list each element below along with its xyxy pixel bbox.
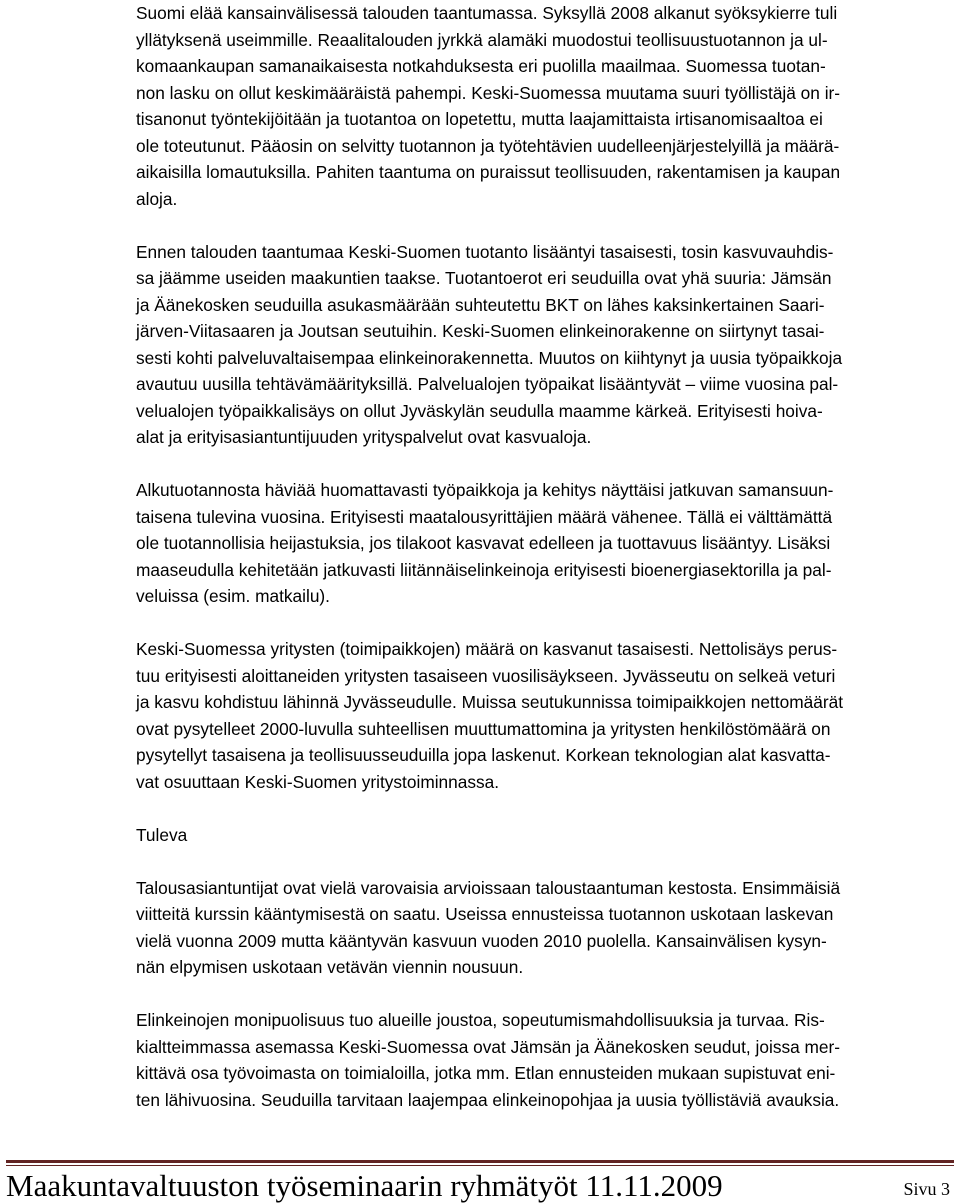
text-line: vielä vuonna 2009 mutta kääntyvän kasvuun vuoden 2010 puolella. Kansainvälisen kysyn- <box>136 930 827 951</box>
text-line: taisena tulevina vuosina. Erityisesti maatalousyrittäjien määrä vähenee. Tällä ei välttämättä <box>136 506 833 527</box>
text-line: ole tuotannollisia heijastuksia, jos tilakoot kasvavat edelleen ja tuottavuus lisääntyy. Lisäksi <box>136 533 831 553</box>
text-line: ja Äänekosken seuduilla asukasmäärään suhteutettu BKT on lähes kaksinkertainen Saari- <box>136 294 825 315</box>
text-line: nän elpymisen uskotaan vetävän viennin nousuun. <box>136 957 524 977</box>
paragraph-production-growth <box>136 239 946 451</box>
text-line: ole toteutunut. Pääosin on selvitty tuotannon ja työtehtävien uudelleenjärjestelyillä ja määrä- <box>136 135 840 156</box>
text-line: järven-Viitasaaren ja Joutsan seutuihin. Keski-Suomen elinkeinorakenne on siirtynyt tasai- <box>136 321 825 341</box>
text-line: Alkutuotannosta häviää huomattavasti työpaikkoja ja kehitys näyttäisi jatkuvan samansuun- <box>136 480 834 500</box>
text-line: maaseudulla kehitetään jatkuvasti liitännäiselinkeinoja erityisesti bioenergiasektorilla ja pal- <box>136 559 832 580</box>
text-line: aloja. <box>136 188 178 209</box>
text-line: ja kasvu kohdistuu lähinnä Jyvässeudulle. Muissa seutukunnissa toimipaikkojen nettomäärät <box>136 692 844 712</box>
text-line: alat ja erityisasiantuntijuuden yrityspalvelut ovat kasvualoja. <box>136 427 592 447</box>
text-line: kialtteimmassa asemassa Keski-Suomessa ovat Jämsän ja Äänekosken seudut, joissa mer- <box>136 1036 841 1057</box>
text-line: vat osuuttaan Keski-Suomen yritystoiminnassa. <box>136 771 500 792</box>
text-line: Suomi elää kansainvälisessä talouden taantumassa. Syksyllä 2008 alkanut syöksykierre tuli <box>136 3 838 23</box>
text-line: Elinkeinojen monipuolisuus tuo alueille joustoa, sopeutumismahdollisuuksia ja turvaa. Ris- <box>136 1010 825 1030</box>
text-line: non lasku on ollut keskimääräistä pahempi. Keski-Suomessa muutama suuri työllistäjä on ir- <box>136 82 841 103</box>
text-line: avautuu uusilla tehtävämäärityksillä. Palvelualojen työpaikat lisääntyvät – viime vuosina pal- <box>136 374 839 394</box>
text-line: ovat pysytelleet 2000-luvulla suhteellisen muuttumattomina ja yritysten henkilöstömäärä on <box>136 718 831 739</box>
footer-title: Maakuntavaltuuston työseminaarin ryhmätyöt 11.11.2009 <box>6 1168 723 1203</box>
paragraph-primary-production <box>136 477 946 610</box>
footer-rule <box>6 1160 954 1163</box>
text-line: yllätyksenä useimmille. Reaalitalouden jyrkkä alamäki muodostui teollisuustuotannon ja ul- <box>136 29 828 50</box>
page-number: Sivu 3 <box>903 1179 950 1199</box>
text-line: viitteitä kurssin kääntymisestä on saatu. Useissa ennusteissa tuotannon uskotaan laskevan <box>136 904 834 924</box>
text-line: velualojen työpaikkalisäys on ollut Jyväskylän seudulla maamme kärkeä. Erityisesti hoiva- <box>136 400 823 421</box>
text-line: komaankaupan samanaikaisesta notkahduksesta eri puolilla maailmaa. Suomessa tuotan- <box>136 56 826 76</box>
footer-rule-secondary <box>6 1165 954 1166</box>
section-heading-text: Tuleva <box>136 824 188 845</box>
text-line: Keski-Suomessa yritysten (toimipaikkojen) määrä on kasvanut tasaisesti. Nettolisäys perus- <box>136 639 838 659</box>
text-line: sa jäämme useiden maakuntien taakse. Tuotantoerot eri seuduilla ovat yhä suuria: Jämsän <box>136 268 832 288</box>
text-line: sesti kohti palveluvaltaisempaa elinkeinorakennetta. Muutos on kiihtynyt ja uusia työpaikkoja <box>136 347 843 368</box>
text-line: kittävä osa työvoimasta on toimialoilla, jotka mm. Etlan ennusteiden mukaan supistuvat eni- <box>136 1063 836 1083</box>
paragraph-economic-downturn <box>136 0 946 212</box>
text-line: pysytellyt tasaisena ja teollisuusseuduilla jopa laskenut. Korkean teknologian alat kasvatta- <box>136 745 831 765</box>
text-line: Ennen talouden taantumaa Keski-Suomen tuotanto lisääntyi tasaisesti, tosin kasvuvauhdis- <box>136 241 834 262</box>
text-line: ten lähivuosina. Seuduilla tarvitaan laajempaa elinkeinopohjaa ja uusia työllistäviä avauksia. <box>136 1089 840 1110</box>
text-line: tisanonut työntekijöitään ja tuotantoa on lopetettu, mutta laajamittaista irtisanomisaaltoa ei <box>136 109 823 129</box>
document-body <box>136 0 946 1113</box>
text-line: veluissa (esim. matkailu). <box>136 586 330 606</box>
text-line: Talousasiantuntijat ovat vielä varovaisia arvioissaan taloustaantuman kestosta. Ensimmäisiä <box>136 877 841 898</box>
text-line: aikaisilla lomautuksilla. Pahiten taantuma on puraissut teollisuuden, rakentamisen ja kaupan <box>136 162 841 182</box>
section-heading <box>136 822 946 849</box>
paragraph-diversity <box>136 1007 946 1113</box>
text-line: tuu erityisesti aloittaneiden yritysten tasaiseen vuosilisäykseen. Jyvässeutu on selkeä veturi <box>136 665 836 686</box>
paragraph-outlook <box>136 875 946 981</box>
paragraph-businesses <box>136 636 946 795</box>
